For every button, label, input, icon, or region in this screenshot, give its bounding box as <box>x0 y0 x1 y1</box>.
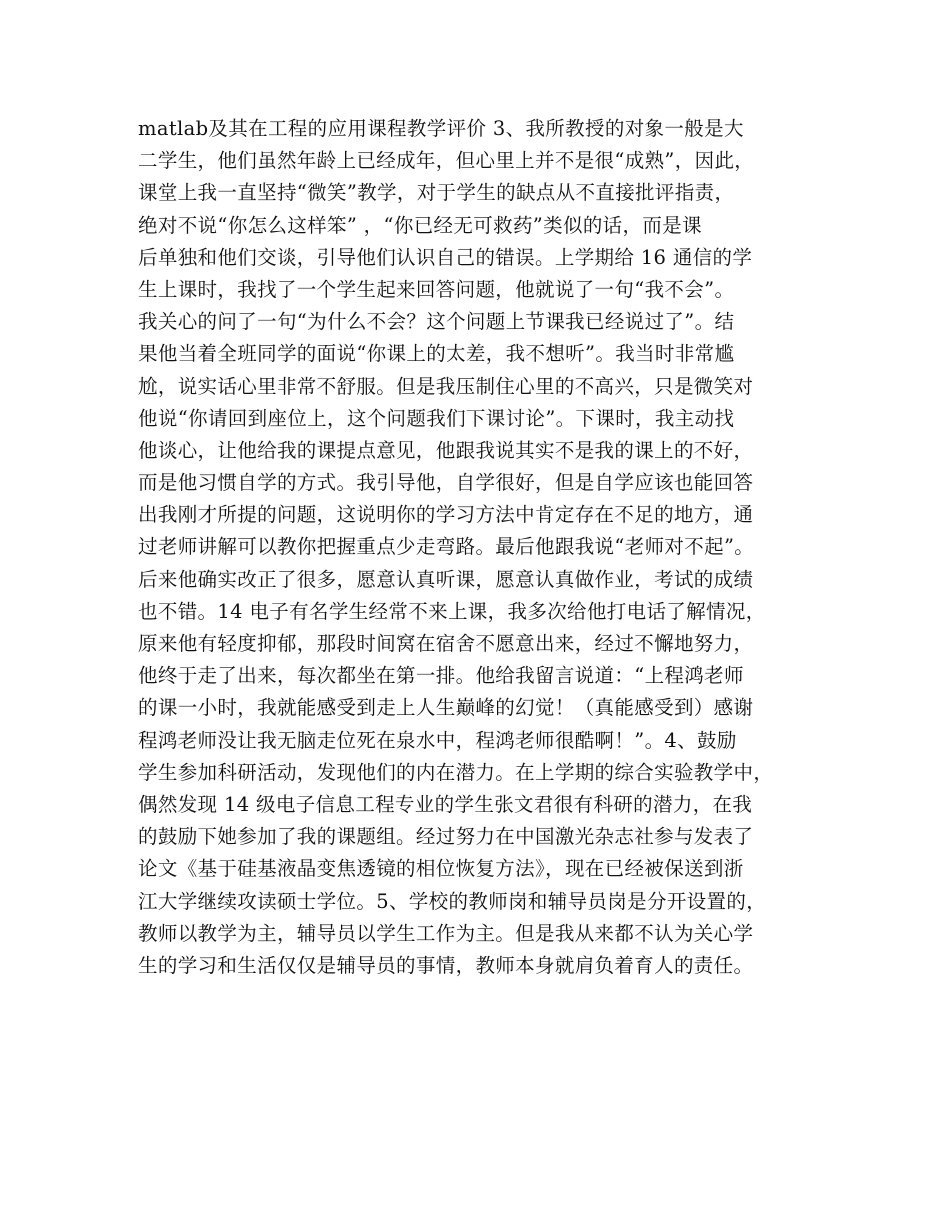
text-line: 尬，说实话心里非常不舒服。但是我压制住心里的不高兴，只是微笑对 <box>138 374 754 398</box>
text-line: 二学生，他们虽然年龄上已经成年，但心里上并不是很“成熟”，因此， <box>138 149 755 173</box>
text-line: 课堂上我一直坚持“微笑”教学，对于学生的缺点从不直接批评指责， <box>138 181 735 205</box>
body-paragraph <box>138 113 838 982</box>
text-line: 程鸿老师没让我无脑走位死在泉水中，程鸿老师很酷啊！”。4、鼓励 <box>138 728 737 752</box>
text-line: 的鼓励下她参加了我的课题组。经过努力在中国激光杂志社参与发表了 <box>138 825 754 849</box>
text-line: matlab及其在工程的应用课程教学评价 3、我所教授的对象一般是大 <box>138 117 744 140</box>
text-line: 绝对不说“你怎么这样笨” ，“你已经无可救药”类似的话，而是课 <box>138 213 702 237</box>
text-line: 生的学习和生活仅仅是辅导员的事情，教师本身就肩负着育人的责任。 <box>138 953 754 977</box>
text-line: 他谈心，让他给我的课提点意见，他跟我说其实不是我的课上的不好， <box>138 438 754 462</box>
text-line: 后来他确实改正了很多，愿意认真听课，愿意认真做作业，考试的成绩 <box>138 567 754 591</box>
text-line: 江大学继续攻读硕士学位。5、学校的教师岗和辅导员岗是分开设置的， <box>138 889 767 913</box>
text-line: 而是他习惯自学的方式。我引导他，自学很好，但是自学应该也能回答 <box>138 471 754 495</box>
text-line: 我关心的问了一句“为什么不会？这个问题上节课我已经说过了”。结 <box>138 310 735 334</box>
text-line: 学生参加科研活动，发现他们的内在潜力。在上学期的综合实验教学中， <box>138 760 774 784</box>
text-line: 的课一小时，我就能感受到走上人生巅峰的幻觉！（真能感受到）感谢 <box>138 696 754 720</box>
text-line: 也不错。14 电子有名学生经常不来上课，我多次给他打电话了解情况， <box>138 599 766 623</box>
text-line: 偶然发现 14 级电子信息工程专业的学生张文君很有科研的潜力，在我 <box>138 792 753 816</box>
text-line: 教师以教学为主，辅导员以学生工作为主。但是我从来都不认为关心学 <box>138 921 754 945</box>
text-line: 过老师讲解可以教你把握重点少走弯路。最后他跟我说“老师对不起”。 <box>138 535 755 559</box>
text-line: 他终于走了出来，每次都坐在第一排。他给我留言说道：“上程鸿老师 <box>138 664 744 688</box>
text-line: 论文《基于硅基液晶变焦透镜的相位恢复方法》，现在已经被保送到浙 <box>138 857 744 881</box>
text-line: 出我刚才所提的问题，这说明你的学习方法中肯定存在不足的地方，通 <box>138 503 754 527</box>
text-line: 果他当着全班同学的面说“你课上的太差，我不想听”。我当时非常尴 <box>138 342 735 366</box>
text-line: 原来他有轻度抑郁，那段时间窝在宿舍不愿意出来，经过不懈地努力， <box>138 632 754 655</box>
text-line: 生上课时，我找了一个学生起来回答问题，他就说了一句“我不会”。 <box>138 277 735 301</box>
text-line: 他说“你请回到座位上，这个问题我们下课讨论”。下课时，我主动找 <box>138 406 735 430</box>
text-line: 后单独和他们交谈，引导他们认识自己的错误。上学期给 16 通信的学 <box>138 245 753 269</box>
